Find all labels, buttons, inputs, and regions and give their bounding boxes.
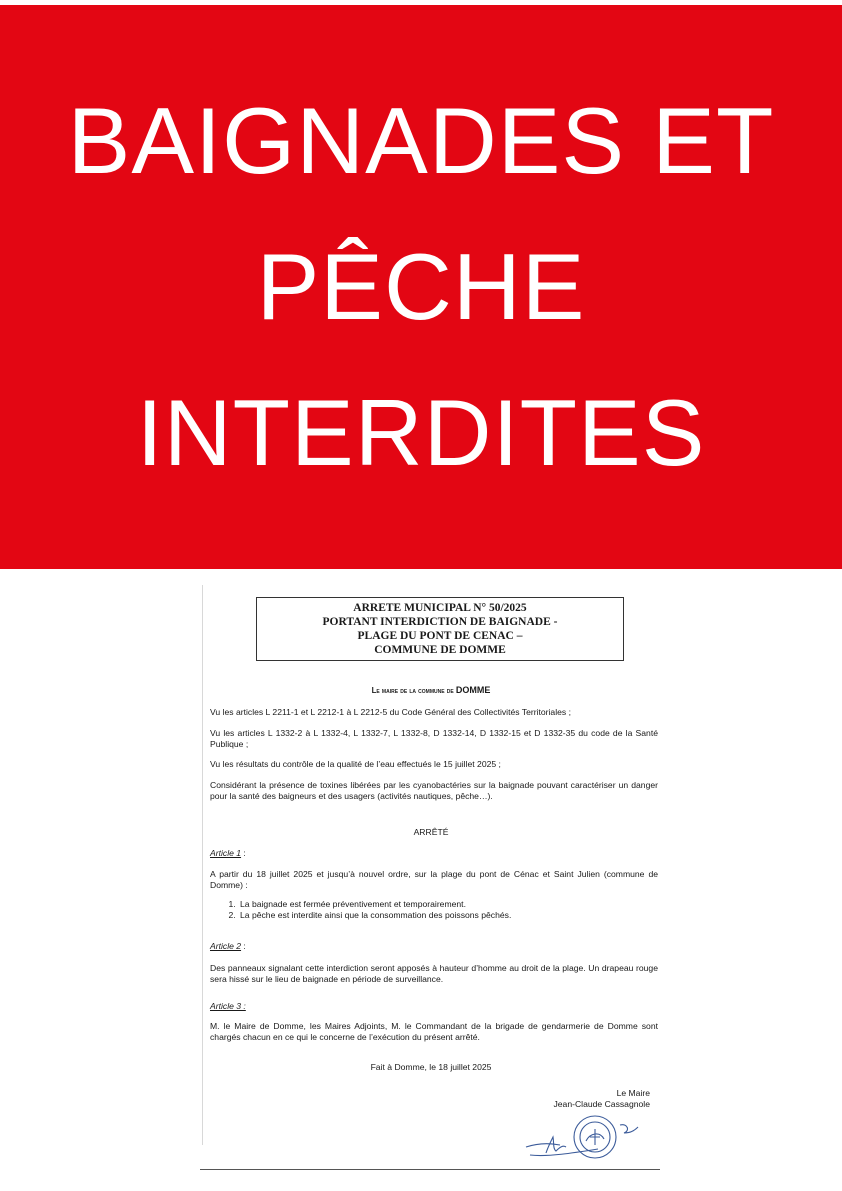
article-3-heading: Article 3 : <box>210 1001 246 1011</box>
article-1-text: A partir du 18 juillet 2025 et jusqu’à nouvel ordre, sur la plage du pont de Cénac et Saint Julien (commune de Domme) : <box>210 869 658 890</box>
decree-number: ARRETE MUNICIPAL N° 50/2025 <box>353 602 527 614</box>
municipal-decree <box>200 585 662 1170</box>
list-item: 2. La pêche est interdite ainsi que la consommation des poissons pêchés. <box>238 910 658 921</box>
signatory-name: Jean-Claude Cassagnole <box>553 1099 650 1109</box>
consideration-4: Considérant la présence de toxines libérées par les cyanobactéries sur la baignade pouvant caractériser un danger pour la santé des baigneurs et des usagers (activités nautiques, pêche…). <box>210 780 658 801</box>
mayor-heading: Le maire de la commune de DOMME <box>371 685 491 695</box>
banner-line-3: INTERDITES <box>136 380 706 485</box>
consideration-1: Vu les articles L 2211-1 et L 2212-1 à L 2212-5 du Code Général des Collectivités Territoriales ; <box>210 707 571 717</box>
article-2-text: Des panneaux signalant cette interdiction seront apposés à hauteur d’homme au droit de la plage. Un drapeau rouge sera hissé sur le lieu de baignade en période de surveillance. <box>210 963 658 984</box>
article-1-heading: Article 1 : <box>210 848 246 858</box>
consideration-3: Vu les résultats du contrôle de la qualité de l’eau effectués le 15 juillet 2025 ; <box>210 759 501 769</box>
banner-line-1: BAIGNADES ET <box>67 88 775 193</box>
article-1-list <box>210 899 658 920</box>
decree-title-box <box>256 597 624 661</box>
banner-line-2: PÊCHE <box>256 234 586 339</box>
warning-banner <box>0 5 842 569</box>
list-item: 1. La baignade est fermée préventivement et temporairement. <box>238 899 658 910</box>
mayor-signature-and-stamp <box>518 1107 648 1163</box>
done-at: Fait à Domme, le 18 juillet 2025 <box>370 1062 492 1072</box>
article-2-heading: Article 2 : <box>210 941 246 951</box>
decree-subject: PORTANT INTERDICTION DE BAIGNADE - <box>322 616 558 628</box>
scan-margin-line <box>202 585 203 1145</box>
article-3-text: M. le Maire de Domme, les Maires Adjoints, M. le Commandant de la brigade de gendarmerie de Domme sont chargés chacun en ce qui le concerne de l’exécution du présent arrêté. <box>210 1021 658 1042</box>
signatory-title: Le Maire <box>616 1088 650 1098</box>
page-bottom-rule <box>200 1169 660 1170</box>
consideration-2: Vu les articles L 1332-2 à L 1332-4, L 1332-7, L 1332-8, D 1332-14, D 1332-15 et D 1332-35 du code de la Santé Publique ; <box>210 728 658 749</box>
decree-commune: COMMUNE DE DOMME <box>374 644 506 656</box>
arrete-heading: ARRÊTÉ <box>413 827 449 837</box>
decree-location: PLAGE DU PONT DE CENAC – <box>357 630 523 642</box>
